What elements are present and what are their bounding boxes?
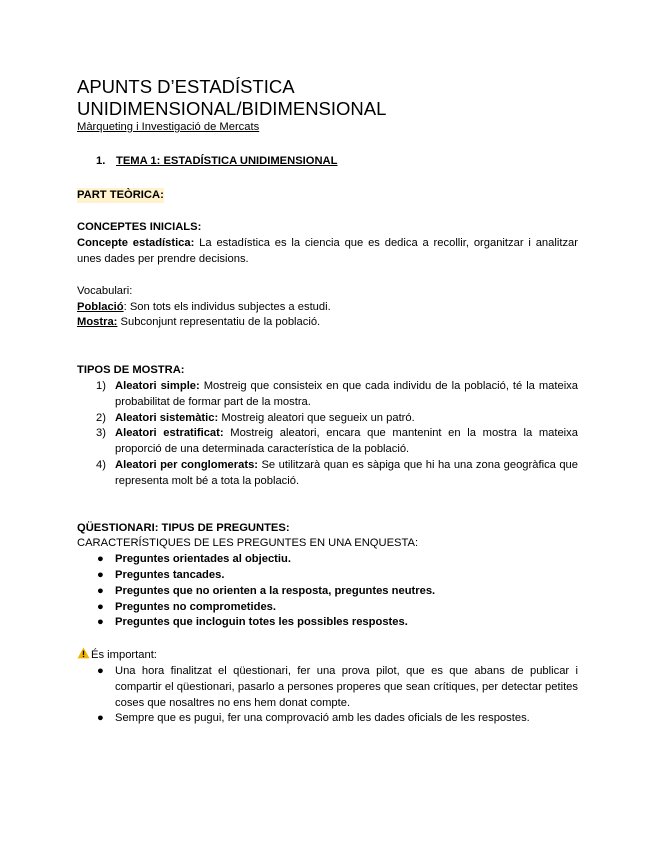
tipus-mostra-list <box>77 379 578 490</box>
list-text: Preguntes orientades al objectiu. <box>115 553 291 566</box>
bullet: ● <box>97 568 104 581</box>
bullet: ● <box>97 600 104 613</box>
list-item <box>77 379 578 411</box>
list-term: Aleatori per conglomerats: <box>115 458 259 471</box>
important-list <box>77 664 578 727</box>
preguntes-list <box>77 552 578 631</box>
list-term: Aleatori sistemàtic: <box>115 411 219 424</box>
important-label-row <box>77 647 578 664</box>
list-text: Preguntes que incloguin totes les possibles respostes. <box>115 616 408 629</box>
document-body <box>77 76 578 727</box>
list-text: Una hora finalitzat el qüestionari, fer una prova pilot, que es que abans de publicar i compartir el qüestionari, pasarlo a persones properes que sean crítiques, per detectar petites coses que nosaltres no ens hem donat compte. <box>115 664 578 709</box>
list-item <box>77 568 578 584</box>
vocab-text: Subconjunt representatiu de la població. <box>117 316 321 329</box>
section-title: TEMA 1: ESTADÍSTICA UNIDIMENSIONAL <box>116 154 338 167</box>
vocab-item-poblacio <box>77 300 578 316</box>
list-text: Mostreig aleatori, encara que mantenint en la mostra la mateixa proporció de una determinada característica de la població. <box>115 427 578 456</box>
vocab-text: : Son tots els individus subjectes a estudi. <box>123 300 331 313</box>
bullet: ● <box>97 712 104 725</box>
section-heading-tema-1 <box>96 154 578 170</box>
bullet: ● <box>97 616 104 629</box>
part-teorica-heading: PART TEÒRICA: <box>77 188 164 204</box>
bullet: ● <box>97 553 104 566</box>
list-item <box>77 711 578 727</box>
list-text: Mostreig aleatori que segueix un patró. <box>218 411 415 424</box>
vocab-term: Població <box>77 300 124 313</box>
warning-icon <box>77 647 90 659</box>
concepte-text: La estadística es la ciencia que es dedica a recollir, organitzar i analitzar unes dades per prendre decisions. <box>77 237 578 265</box>
list-number: 2) <box>96 411 106 424</box>
document-title <box>77 76 578 120</box>
list-item <box>77 584 578 600</box>
document-subtitle: Màrqueting i Investigació de Mercats <box>77 121 260 133</box>
bullet: ● <box>97 664 104 677</box>
list-item <box>77 664 578 711</box>
list-number: 1) <box>96 379 106 392</box>
list-item <box>77 600 578 616</box>
list-item <box>77 426 578 458</box>
section-number: 1. <box>96 154 106 167</box>
vocab-term: Mostra: <box>77 316 118 329</box>
important-label: És important: <box>91 649 157 662</box>
list-item <box>77 458 578 490</box>
list-number: 4) <box>96 458 106 471</box>
list-text: Preguntes que no orienten a la resposta, preguntes neutres. <box>115 584 436 597</box>
list-item <box>77 552 578 568</box>
tipus-mostra-heading: TIPOS DE MOSTRA: <box>77 364 185 377</box>
list-number: 3) <box>96 427 106 440</box>
list-item <box>77 411 578 427</box>
questionari-heading: QÜESTIONARI: TIPUS DE PREGUNTES: <box>77 521 290 534</box>
questionari-subheading: CARACTERÍSTIQUES DE LES PREGUNTES EN UNA ENQUESTA: <box>77 537 419 550</box>
list-text: Mostreig que consisteix en que cada individu de la població, té la mateixa probabilitat de formar part de la mostra. <box>115 379 579 408</box>
title-line-2: UNIDIMENSIONAL/BIDIMENSIONAL <box>77 98 387 119</box>
list-item <box>77 615 578 631</box>
list-term: Aleatori estratificat: <box>115 427 224 440</box>
concepte-definition <box>77 236 578 268</box>
vocab-item-mostra <box>77 315 578 331</box>
title-line-1: APUNTS D’ESTADÍSTICA <box>77 76 295 97</box>
bullet: ● <box>97 584 104 597</box>
concepte-term: Concepte estadística: <box>77 237 195 250</box>
list-text: Preguntes no comprometides. <box>115 600 277 613</box>
list-text: Se utilitzarà quan es sàpiga que hi ha una zona geogràfica que representa molt bé a tota la població. <box>115 458 578 487</box>
vocabulari-label: Vocabulari: <box>77 284 133 297</box>
conceptes-heading: CONCEPTES INICIALS: <box>77 221 202 234</box>
list-text: Preguntes tancades. <box>115 568 225 581</box>
list-text: Sempre que es pugui, fer una comprovació amb les dades oficials de les respostes. <box>115 712 530 725</box>
list-term: Aleatori simple: <box>115 379 200 392</box>
